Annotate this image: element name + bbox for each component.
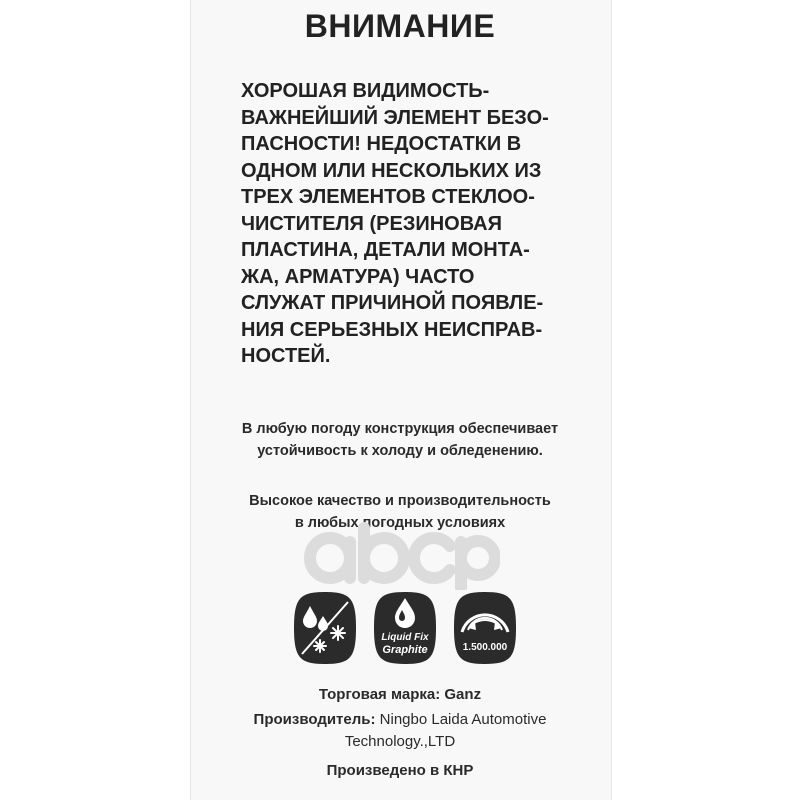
graphite-label-line2: Graphite <box>382 644 428 656</box>
maker-label: Производитель: <box>253 711 376 728</box>
warning-line: НОСТЕЙ. <box>241 345 331 367</box>
liquid-fix-graphite-icon <box>370 588 440 668</box>
paragraph-line: Высокое качество и производительность <box>249 493 551 509</box>
warning-text <box>241 78 601 370</box>
warning-line: СЛУЖАТ ПРИЧИНОЙ ПОЯВЛЕ- <box>241 292 544 314</box>
maker-value: Ningbo Laida Automotive <box>379 711 547 728</box>
origin-line: Произведено в КНР <box>326 762 474 779</box>
cycles-value: 1.500.000 <box>462 642 508 653</box>
paragraph-line: В любую погоду конструкция обеспечивает <box>241 421 559 437</box>
warning-line: ПЛАСТИНА, ДЕТАЛИ МОНТА- <box>241 239 530 261</box>
warning-line: ВАЖНЕЙШИЙ ЭЛЕМЕНТ БЕЗО- <box>241 106 549 129</box>
maker-block <box>200 709 600 753</box>
page-title: ВНИМАНИЕ <box>304 8 496 44</box>
watermark-logo <box>300 520 500 590</box>
warning-line: ОДНОМ ИЛИ НЕСКОЛЬКИХ ИЗ <box>241 159 542 182</box>
graphite-label-line1: Liquid Fix <box>381 632 429 643</box>
warning-line: НИЯ СЕРЬЕЗНЫХ НЕИСПРАВ- <box>241 318 543 341</box>
maker-value-continued: Technology.,LTD <box>344 733 456 750</box>
brand-value: Ganz <box>444 686 482 703</box>
paragraph-line: в любых погодных условиях <box>294 515 506 531</box>
warning-line: ПАСНОСТИ! НЕДОСТАТКИ В <box>241 133 522 155</box>
weather-paragraph <box>200 418 600 462</box>
paragraph-line: устойчивость к холоду и обледенению. <box>257 443 543 459</box>
warning-line: ЖА, АРМАТУРА) ЧАСТО <box>241 265 475 288</box>
warning-line: ЧИСТИТЕЛЯ (РЕЗИНОВАЯ <box>241 212 502 235</box>
feature-icons <box>290 588 520 668</box>
warning-line: ТРЕХ ЭЛЕМЕНТОВ СТЕКЛОО- <box>241 186 535 208</box>
brand-label: Торговая марка: <box>318 686 441 703</box>
wiper-cycles-icon <box>450 588 520 668</box>
warning-line: ХОРОШАЯ ВИДИМОСТЬ- <box>241 80 490 102</box>
rain-snow-icon <box>290 588 360 668</box>
brand-line <box>200 684 600 706</box>
